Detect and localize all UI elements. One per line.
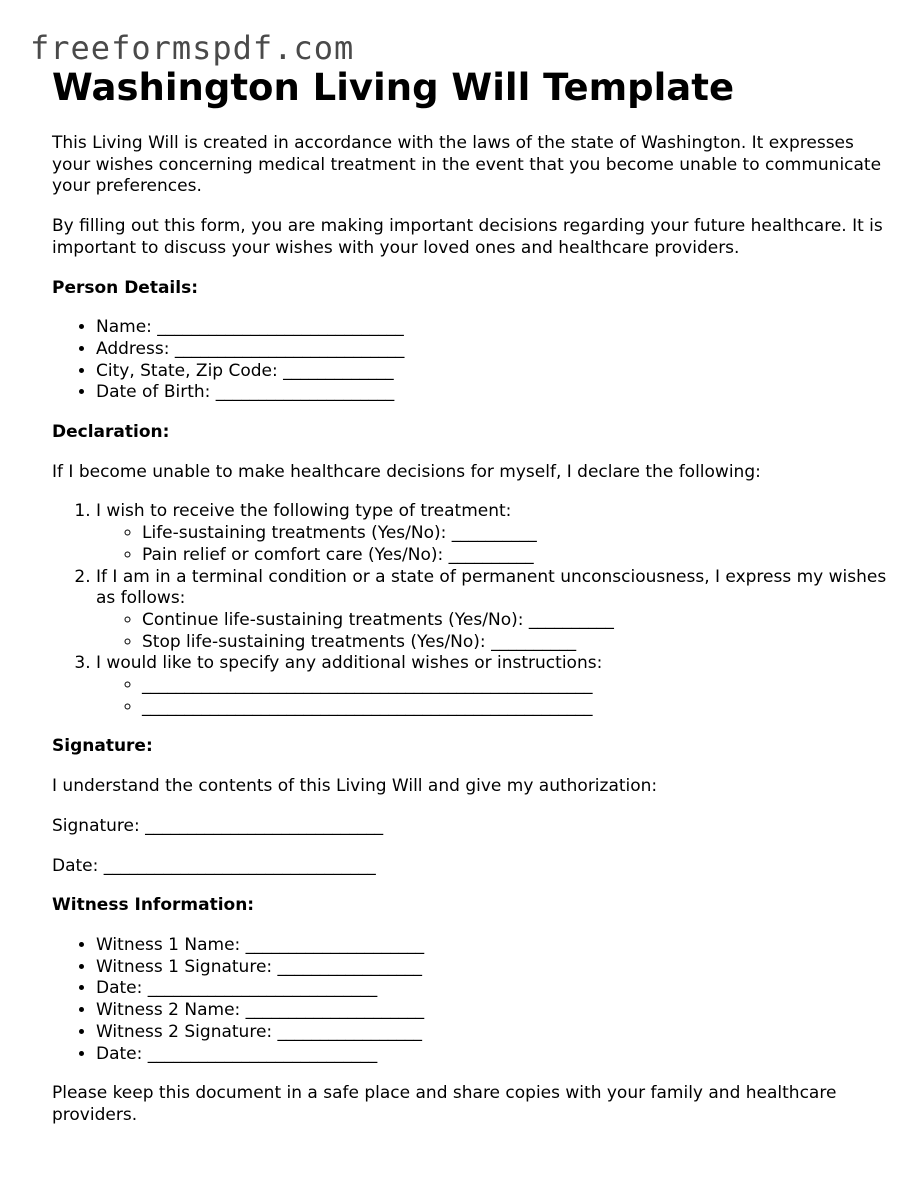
signature-date-line: Date: ________________________________	[52, 855, 376, 876]
list-item: ◦ _____________________________________________________	[142, 697, 892, 719]
list-item: • Date of Birth: _____________________	[96, 382, 892, 404]
closing-paragraph: Please keep this document in a safe place and share copies with your family and healthcare providers.	[52, 1083, 837, 1125]
list-item: • Witness 1 Name: _____________________	[96, 935, 892, 957]
signature-line: Signature: ____________________________	[52, 815, 384, 836]
intro-paragraph-2: By filling out this form, you are making important decisions regarding your future healthcare. It is important to discuss your wishes with your loved ones and healthcare providers.	[52, 216, 883, 258]
declaration-item	[96, 567, 892, 654]
declaration-intro: If I become unable to make healthcare decisions for myself, I declare the following:	[52, 461, 761, 482]
list-item: ◦ Pain relief or comfort care (Yes/No): __________	[142, 545, 892, 567]
witness-heading: Witness Information:	[52, 895, 255, 916]
document-body	[52, 66, 892, 1127]
declaration-heading: Declaration:	[52, 422, 170, 443]
document-title: Washington Living Will Template	[52, 66, 735, 109]
declaration-item-text: I would like to specify any additional wishes or instructions:	[96, 653, 603, 674]
declaration-sublist	[96, 610, 892, 653]
declaration-sublist	[96, 675, 892, 718]
site-watermark: freeformspdf.com	[30, 29, 355, 67]
signature-statement: I understand the contents of this Living Will and give my authorization:	[52, 776, 658, 797]
declaration-item	[96, 501, 892, 566]
list-item: • Name: _____________________________	[96, 317, 892, 339]
list-item: ◦ Continue life-sustaining treatments (Yes/No): __________	[142, 610, 892, 632]
list-item: • City, State, Zip Code: _____________	[96, 361, 892, 383]
declaration-item-text: I wish to receive the following type of treatment:	[96, 501, 512, 522]
person-details-heading: Person Details:	[52, 277, 199, 298]
list-item: • Address: ___________________________	[96, 339, 892, 361]
declaration-sublist	[96, 523, 892, 566]
list-item: • Witness 2 Signature: _________________	[96, 1022, 892, 1044]
list-item: • Witness 2 Name: _____________________	[96, 1000, 892, 1022]
list-item: ◦ Stop life-sustaining treatments (Yes/No): __________	[142, 632, 892, 654]
witness-list	[52, 935, 892, 1065]
intro-paragraph-1: This Living Will is created in accordance with the laws of the state of Washington. It expresses your wishes concerning medical treatment in the event that you become unable to communicate your preferences.	[52, 133, 882, 197]
person-details-list	[52, 317, 892, 404]
list-item: ◦ Life-sustaining treatments (Yes/No): __________	[142, 523, 892, 545]
list-item: ◦ _____________________________________________________	[142, 675, 892, 697]
declaration-item	[96, 653, 892, 718]
declaration-item-text: If I am in a terminal condition or a state of permanent unconsciousness, I express my wishes as follows:	[96, 566, 887, 609]
declaration-list	[52, 501, 892, 718]
signature-heading: Signature:	[52, 736, 153, 757]
list-item: • Witness 1 Signature: _________________	[96, 957, 892, 979]
list-item: • Date: ___________________________	[96, 1044, 892, 1066]
list-item: • Date: ___________________________	[96, 978, 892, 1000]
